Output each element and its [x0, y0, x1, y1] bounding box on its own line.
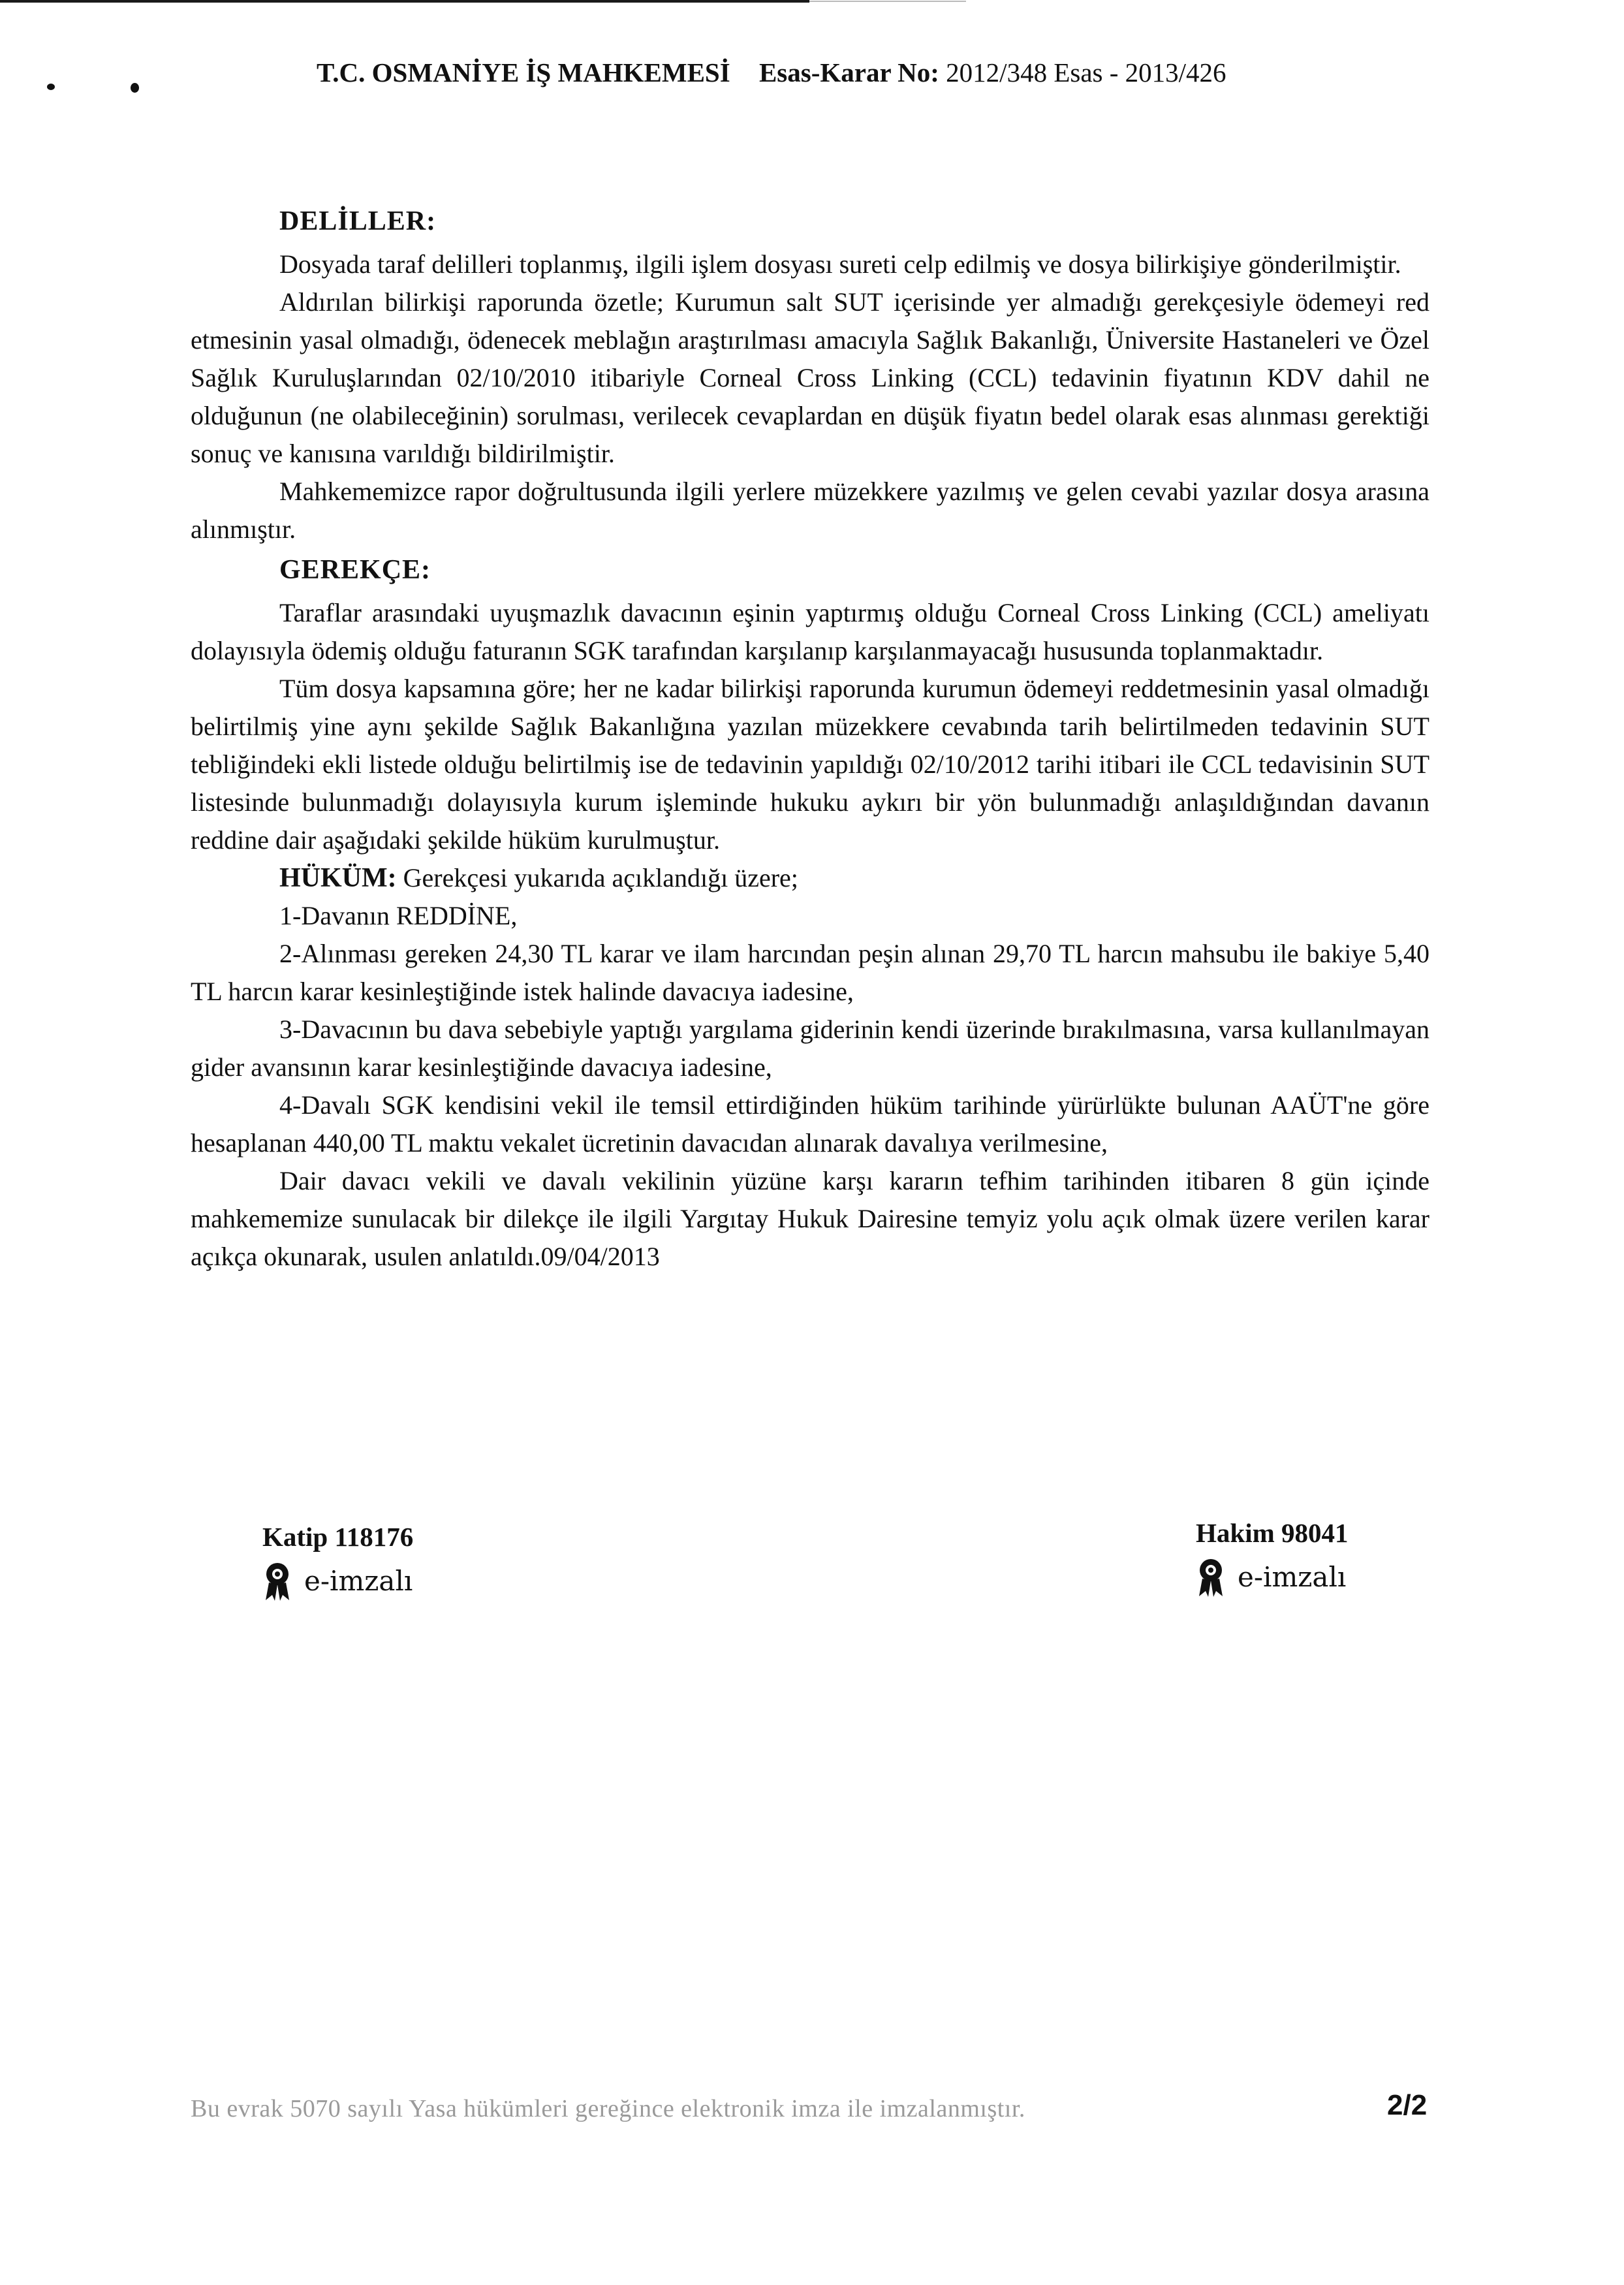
case-number: 2012/348 Esas - 2013/426 [946, 57, 1226, 87]
document-body [191, 202, 1429, 1276]
judge-signature-block [1196, 1513, 1349, 1598]
clerk-esign-row [262, 1561, 413, 1601]
deliller-paragraph: Mahkememizce rapor doğrultusunda ilgili yerlere müzekkere yazılmış ve gelen cevabi yazılar dosya arasına alınmıştır. [191, 477, 1429, 544]
hukum-intro-line [191, 859, 1429, 897]
hukum-item: 1-Davanın REDDİNE, [279, 901, 518, 930]
e-signature-seal-icon [1196, 1557, 1226, 1598]
e-signature-seal-icon [262, 1561, 292, 1601]
deliller-paragraph: Dosyada taraf delilleri toplanmış, ilgili işlem dosyası sureti celp edilmiş ve dosya bilirkişiye gönderilmiştir. [279, 249, 1401, 279]
section-heading-hukum: HÜKÜM: [279, 863, 397, 893]
gerekce-paragraph: Taraflar arasındaki uyuşmazlık davacının eşinin yaptırmış olduğu Corneal Cross Linking (CCL) ameliyatı dolayısıyla ödemiş olduğu faturanın SGK tarafından karşılanıp karşılanmayacağı hususunda toplanmaktadır. [191, 598, 1429, 665]
clerk-signature-block [262, 1517, 413, 1601]
section-heading-deliller: DELİLLER: [279, 206, 437, 236]
top-scan-edge-line [0, 0, 809, 3]
scan-speck [47, 84, 55, 90]
case-number-label: Esas-Karar No: [758, 57, 939, 87]
section-heading-gerekce: GEREKÇE: [279, 555, 431, 585]
hukum-intro: Gerekçesi yukarıda açıklandığı üzere; [403, 863, 798, 892]
page-number: 2/2 [1387, 2089, 1428, 2121]
judge-title: Hakim 98041 [1196, 1518, 1349, 1548]
court-name: T.C. OSMANİYE İŞ MAHKEMESİ [317, 57, 730, 87]
scan-speck [131, 83, 139, 93]
clerk-esign-label: e-imzalı [304, 1565, 413, 1597]
top-scan-edge-line-faint [809, 1, 966, 2]
e-signature-footer-note: Bu evrak 5070 sayılı Yasa hükümleri gereğince elektronik imza ile imzalanmıştır. [191, 2095, 1025, 2122]
hukum-closing: Dair davacı vekili ve davalı vekilinin yüzüne karşı kararın tefhim tarihinden itibaren 8 gün içinde mahkememize sunulacak bir dilekçe ile ilgili Yargıtay Hukuk Dairesine temyiz yolu açık olmak üzere verilen karar açıkça okunarak, usulen anlatıldı.09/04/2013 [191, 1166, 1429, 1271]
judge-esign-row [1196, 1557, 1349, 1598]
hukum-item: 2-Alınması gereken 24,30 TL karar ve ilam harcından peşin alınan 29,70 TL harcın mahsubu ile bakiye 5,40 TL harcın karar kesinleştiğinde istek halinde davacıya iadesine, [191, 939, 1429, 1006]
gerekce-paragraph: Tüm dosya kapsamına göre; her ne kadar bilirkişi raporunda kurumun ödemeyi reddetmesinin yasal olmadığı belirtilmiş yine aynı şekilde Sağlık Bakanlığına yazılan müzekkere cevabında tarih belirtilmeden tedavinin SUT tebliğindeki ekli listede olduğu belirtilmiş ise de tedavinin yapıldığı 02/10/2012 tarihi itibari ile CCL tedavisinin SUT listesinde bulunmadığı dolayısıyla kurum işleminde hukuku aykırı bir yön bulunmadığı anlaşıldığından davanın reddine dair aşağıdaki şekilde hüküm kurulmuştur. [191, 674, 1429, 855]
hukum-item: 3-Davacının bu dava sebebiyle yaptığı yargılama giderinin kendi üzerinde bırakılmasına, varsa kullanılmayan gider avansının karar kesinleştiğinde davacıya iadesine, [191, 1015, 1429, 1082]
clerk-title: Katip 118176 [262, 1522, 414, 1552]
hukum-item: 4-Davalı SGK kendisini vekil ile temsil ettirdiğinden hüküm tarihinde yürürlükte bulunan AAÜT'ne göre hesaplanan 440,00 TL maktu vekalet ücretinin davacıdan alınarak davalıya verilmesine, [191, 1090, 1429, 1158]
deliller-paragraph: Aldırılan bilirkişi raporunda özetle; Kurumun salt SUT içerisinde yer almadığı gerekçesiyle ödemeyi red etmesinin yasal olmadığı, ödenecek meblağın araştırılması amacıyla Sağlık Bakanlığı, Üniversite Hastaneleri ve Özel Sağlık Kuruluşlarından 02/10/2010 itibariyle Corneal Cross Linking (CCL) tedavinin fiyatının KDV dahil ne olduğunun (ne olabileceğinin) sorulması, verilecek cevaplardan en düşük fiyatın bedel olarak esas alınması gerektiği sonuç ve kanısına varıldığı bildirilmiştir. [191, 287, 1429, 468]
document-header [317, 54, 1491, 91]
judge-esign-label: e-imzalı [1238, 1561, 1347, 1593]
